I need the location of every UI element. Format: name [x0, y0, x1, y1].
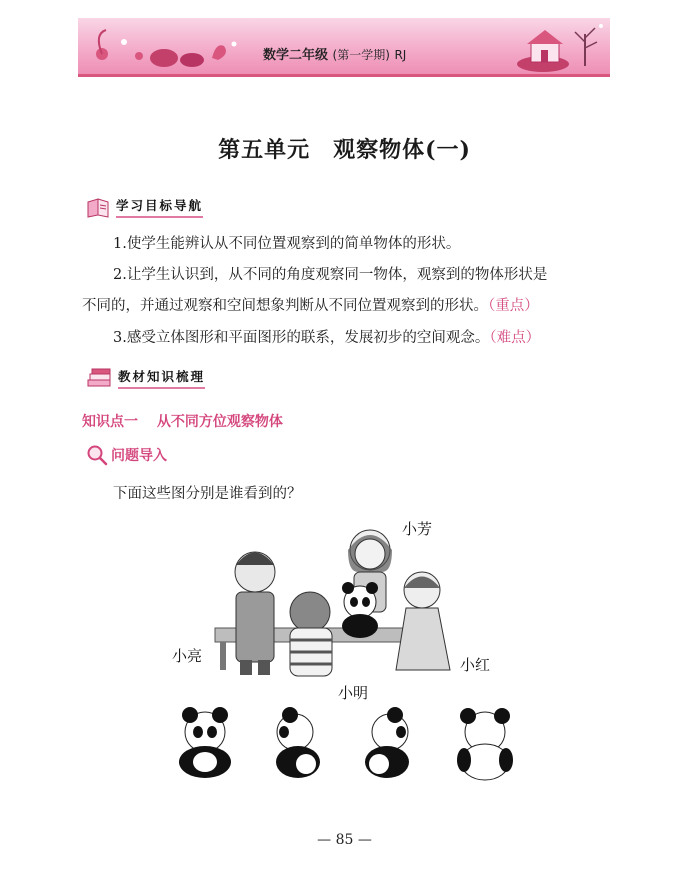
panda-view-left-side [276, 707, 320, 778]
illustration [160, 510, 530, 790]
magnifier-icon [86, 444, 108, 466]
difficulty-tag: （难点） [489, 330, 541, 346]
goal-3 [113, 328, 540, 348]
goal-2-line2-text: 不同的，并通过观察和空间想象判断从不同位置观察到的形状。 [82, 298, 488, 314]
page-header [78, 18, 610, 78]
knowledge-point-title: 知识点一 从不同方位观察物体 [82, 414, 283, 430]
chapter-title: 第五单元 观察物体(一) [218, 137, 471, 163]
key-point-tag: （重点） [488, 298, 539, 314]
page-number: — 85 — [317, 832, 372, 848]
label-xiaoming: 小明 [338, 684, 369, 702]
question-intro-label: 问题导入 [111, 448, 167, 464]
header-semester: (第一学期) [332, 48, 390, 62]
goal-3-text: 3.感受立体图形和平面图形的联系，发展初步的空间观念。 [113, 330, 490, 346]
flower-decoration-icon [84, 24, 254, 72]
panda-view-back [457, 708, 513, 780]
section-learning-goals-label: 学习目标导航 [116, 196, 203, 218]
children-panda-illustration [160, 510, 530, 790]
question-text: 下面这些图分别是谁看到的？ [113, 486, 302, 502]
panda-view-right-side [365, 707, 409, 778]
header-title-text: 数学二年级 [263, 48, 329, 63]
label-xiaohong: 小红 [460, 656, 491, 674]
book-icon [86, 196, 112, 218]
label-xiaofang: 小芳 [402, 520, 433, 538]
question-intro-heading [86, 444, 167, 466]
house-decoration-icon [513, 20, 608, 74]
goal-2-line1: 2.让学生认识到，从不同的角度观察同一物体，观察到的物体形状是 [113, 267, 548, 283]
panda-view-front [179, 707, 231, 778]
section-learning-goals [86, 196, 203, 218]
goal-1: 1.使学生能辨认从不同位置观察到的简单物体的形状。 [113, 236, 461, 252]
header-edition: RJ [394, 48, 407, 62]
header-title [263, 44, 406, 63]
section-knowledge-label: 教材知识梳理 [118, 367, 205, 389]
label-xiaoliang: 小亮 [172, 647, 203, 665]
section-knowledge [86, 367, 205, 389]
stacked-books-icon [86, 368, 114, 388]
goal-2-line2 [82, 296, 539, 316]
